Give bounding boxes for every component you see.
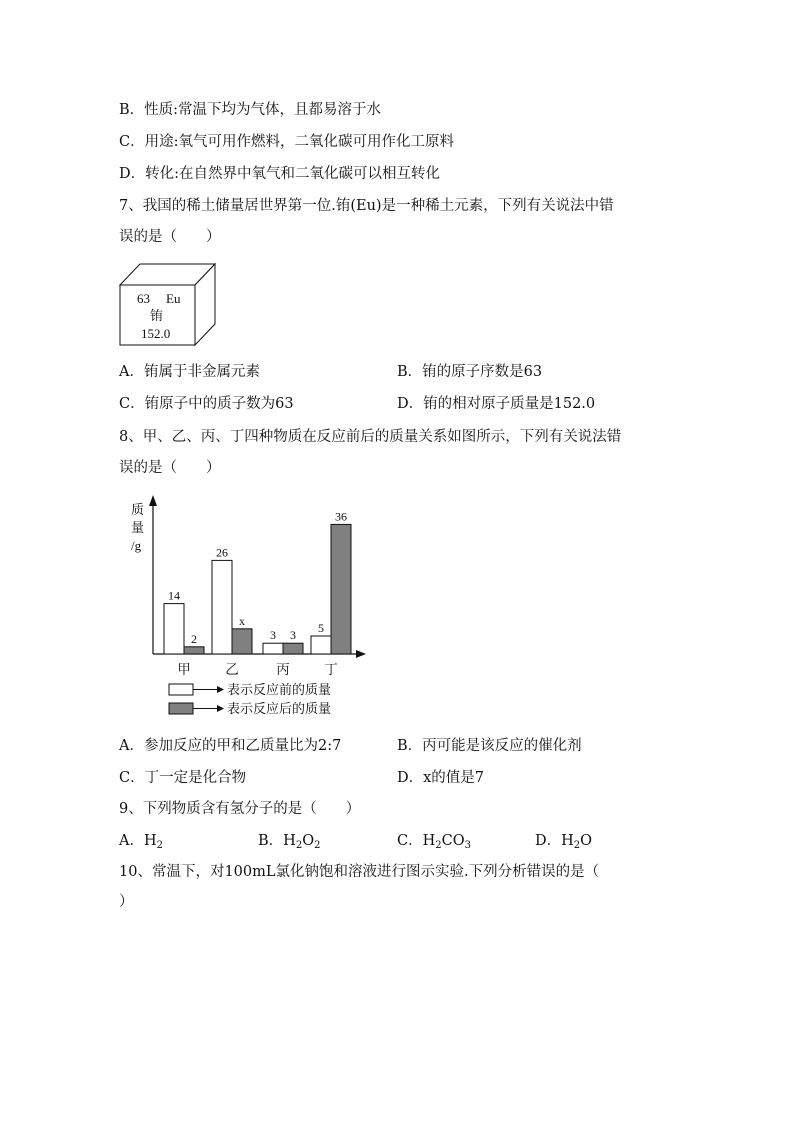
element-symbol: Eu [166,291,181,306]
y-axis-arrow [149,495,157,506]
q9-option-d: D．$H_2O$ [535,833,593,851]
category-label-2: 乙 [225,662,239,677]
bar-before-4 [311,636,331,654]
bar-after-2 [232,629,252,654]
bar-label-before-3: 3 [270,628,276,643]
bar-after-4 [331,524,351,654]
q7-stem-line1: 7、我国的稀土储量居世界第一位.铕(Eu)是一种稀土元素，下列有关说法中错 [119,198,614,214]
q10-stem-line1: 10、常温下，对100mL氯化钠饱和溶液进行图示实验.下列分析错误的是（ [119,864,600,880]
q8-option-c: C．丁一定是化合物 [119,770,247,786]
legend-swatch-2 [169,703,193,714]
q6-option-b: B．性质:常温下均为气体，且都易溶于水 [119,102,382,118]
bar-after-3 [283,643,303,654]
q7-stem-line2: 误的是（ ） [119,229,221,245]
q7-option-c: C．铕原子中的质子数为63 [119,396,294,412]
element-number: 63 [137,291,150,306]
legend-arrow-head-2 [217,705,224,712]
q9-option-b: B．$H_2O_2$ [258,833,321,851]
element-name: 铕 [150,308,164,323]
bar-label-before-4: 5 [318,621,324,635]
legend-swatch-1 [169,684,193,695]
q7-option-d: D．铕的相对原子质量是152.0 [397,396,596,412]
bar-label-before-1: 14 [168,588,180,603]
legend-arrow-head-1 [217,686,224,693]
y-label-char3: /g [131,538,142,553]
element-card-eu [115,260,220,350]
q7-option-b: B．铕的原子序数是63 [397,364,543,380]
q8-stem-line1: 8、甲、乙、丙、丁四种物质在反应前后的质量关系如图所示，下列有关说法错 [119,429,622,445]
q6-option-c: C．用途:氧气可用作燃料，二氧化碳可用作化工原料 [119,134,454,150]
q9-option-c: C．$H_2CO_3$ [397,833,471,851]
mass-bar-chart [120,490,380,720]
y-label-char2: 量 [131,520,145,535]
bar-label-after-2: x [239,613,245,628]
q6-option-d: D．转化:在自然界中氧气和二氧化碳可以相互转化 [119,166,441,182]
category-label-3: 丙 [276,662,290,677]
y-label-char1: 质 [131,502,145,517]
element-mass: 152.0 [141,326,171,341]
q10-stem-line2: ） [119,894,134,910]
category-label-4: 丁 [324,662,338,677]
bar-before-1 [164,604,184,654]
q9-option-a: A．$H_2$ [119,833,164,851]
x-axis-arrow [356,650,366,658]
bar-after-1 [184,647,204,654]
bar-label-after-1: 2 [191,631,197,646]
q8-stem-line2: 误的是（ ） [119,460,221,476]
category-label-1: 甲 [177,662,191,677]
bar-label-before-2: 26 [216,545,228,560]
q8-option-b: B．丙可能是该反应的催化剂 [397,738,582,754]
q8-option-a: A．参加反应的甲和乙质量比为2:7 [119,738,342,754]
legend-label-2: 表示反应后的质量 [227,701,332,716]
q9-stem: 9、下列物质含有氢分子的是（ ） [119,801,361,817]
q8-option-d: D．x的值是7 [397,770,485,786]
bar-before-2 [212,560,232,654]
bar-label-after-3: 3 [290,628,296,643]
bar-label-after-4: 36 [335,509,347,524]
bar-before-3 [263,643,283,654]
legend-label-1: 表示反应前的质量 [227,682,332,697]
q7-option-a: A．铕属于非金属元素 [119,364,260,380]
